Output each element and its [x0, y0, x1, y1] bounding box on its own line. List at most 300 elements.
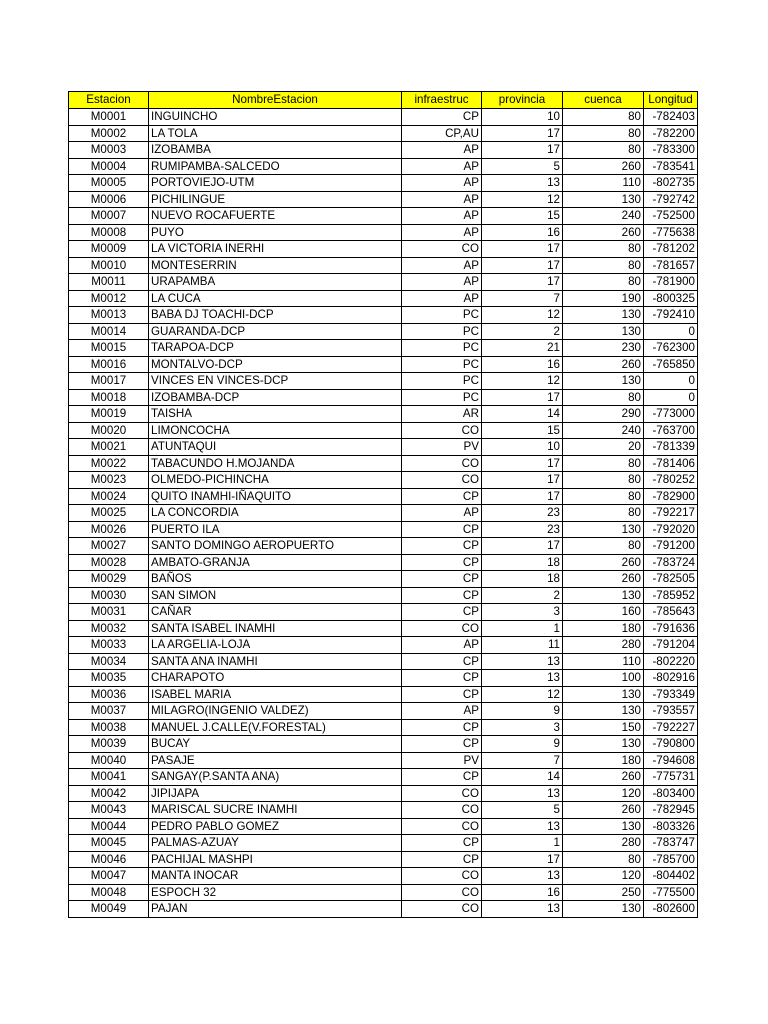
table-row	[69, 851, 698, 868]
cell-provincia: 1	[482, 620, 563, 637]
table-row	[69, 439, 698, 456]
table-row	[69, 571, 698, 588]
cell-cuenca: 80	[563, 538, 644, 555]
cell-infraestruc: CO	[402, 472, 482, 489]
cell-longitud: -782200	[644, 125, 698, 142]
cell-estacion: M0039	[69, 736, 149, 753]
cell-cuenca: 260	[563, 802, 644, 819]
cell-cuenca: 80	[563, 109, 644, 126]
cell-nombre-estacion: VINCES EN VINCES-DCP	[149, 373, 402, 390]
cell-cuenca: 80	[563, 274, 644, 291]
table-body	[69, 109, 698, 918]
cell-nombre-estacion: PUERTO ILA	[149, 521, 402, 538]
cell-infraestruc: CP	[402, 670, 482, 687]
table-row	[69, 637, 698, 654]
cell-longitud: -752500	[644, 208, 698, 225]
cell-cuenca: 80	[563, 455, 644, 472]
table-row	[69, 257, 698, 274]
cell-nombre-estacion: RUMIPAMBA-SALCEDO	[149, 158, 402, 175]
cell-infraestruc: AP	[402, 175, 482, 192]
cell-estacion: M0018	[69, 389, 149, 406]
cell-estacion: M0003	[69, 142, 149, 159]
table-row	[69, 785, 698, 802]
cell-longitud: -782403	[644, 109, 698, 126]
cell-infraestruc: CO	[402, 455, 482, 472]
cell-provincia: 16	[482, 356, 563, 373]
table-row	[69, 868, 698, 885]
cell-longitud: -781339	[644, 439, 698, 456]
table-row	[69, 158, 698, 175]
cell-provincia: 13	[482, 818, 563, 835]
cell-estacion: M0015	[69, 340, 149, 357]
cell-provincia: 5	[482, 158, 563, 175]
cell-cuenca: 130	[563, 191, 644, 208]
cell-longitud: -765850	[644, 356, 698, 373]
table-row	[69, 208, 698, 225]
cell-estacion: M0013	[69, 307, 149, 324]
cell-cuenca: 100	[563, 670, 644, 687]
cell-provincia: 11	[482, 637, 563, 654]
cell-longitud: -802735	[644, 175, 698, 192]
cell-infraestruc: CP	[402, 769, 482, 786]
cell-infraestruc: PC	[402, 323, 482, 340]
cell-provincia: 17	[482, 274, 563, 291]
cell-provincia: 14	[482, 769, 563, 786]
cell-infraestruc: AP	[402, 703, 482, 720]
cell-cuenca: 130	[563, 323, 644, 340]
cell-longitud: 0	[644, 373, 698, 390]
cell-longitud: -791204	[644, 637, 698, 654]
table-row	[69, 686, 698, 703]
cell-estacion: M0044	[69, 818, 149, 835]
cell-longitud: -782945	[644, 802, 698, 819]
cell-estacion: M0027	[69, 538, 149, 555]
cell-provincia: 17	[482, 142, 563, 159]
cell-nombre-estacion: SANTA ANA INAMHI	[149, 653, 402, 670]
header-infraestruc: infraestruc	[402, 92, 482, 109]
cell-longitud: -762300	[644, 340, 698, 357]
cell-estacion: M0011	[69, 274, 149, 291]
cell-estacion: M0005	[69, 175, 149, 192]
cell-cuenca: 150	[563, 719, 644, 736]
cell-nombre-estacion: LA VICTORIA INERHI	[149, 241, 402, 258]
table-row	[69, 884, 698, 901]
cell-cuenca: 260	[563, 158, 644, 175]
stations-table	[68, 91, 698, 918]
cell-estacion: M0049	[69, 901, 149, 918]
cell-longitud: -802600	[644, 901, 698, 918]
cell-cuenca: 110	[563, 175, 644, 192]
cell-longitud: -792020	[644, 521, 698, 538]
cell-nombre-estacion: IZOBAMBA	[149, 142, 402, 159]
cell-infraestruc: CP	[402, 488, 482, 505]
cell-infraestruc: CP	[402, 604, 482, 621]
cell-nombre-estacion: GUARANDA-DCP	[149, 323, 402, 340]
cell-longitud: -792742	[644, 191, 698, 208]
cell-provincia: 7	[482, 752, 563, 769]
header-longitud: Longitud	[644, 92, 698, 109]
cell-cuenca: 80	[563, 257, 644, 274]
cell-cuenca: 130	[563, 736, 644, 753]
cell-infraestruc: CP	[402, 736, 482, 753]
cell-estacion: M0009	[69, 241, 149, 258]
cell-longitud: -775731	[644, 769, 698, 786]
table-row	[69, 901, 698, 918]
cell-nombre-estacion: ISABEL MARIA	[149, 686, 402, 703]
cell-infraestruc: CO	[402, 884, 482, 901]
table-row	[69, 488, 698, 505]
cell-nombre-estacion: PALMAS-AZUAY	[149, 835, 402, 852]
cell-nombre-estacion: SAN SIMON	[149, 587, 402, 604]
cell-longitud: -793557	[644, 703, 698, 720]
cell-provincia: 13	[482, 653, 563, 670]
cell-estacion: M0033	[69, 637, 149, 654]
cell-longitud: -775638	[644, 224, 698, 241]
cell-longitud: 0	[644, 389, 698, 406]
table-row	[69, 340, 698, 357]
cell-longitud: -775500	[644, 884, 698, 901]
header-nombre-estacion: NombreEstacion	[149, 92, 402, 109]
cell-nombre-estacion: TABACUNDO H.MOJANDA	[149, 455, 402, 472]
cell-infraestruc: CP	[402, 835, 482, 852]
cell-provincia: 17	[482, 455, 563, 472]
cell-estacion: M0035	[69, 670, 149, 687]
cell-provincia: 3	[482, 719, 563, 736]
table-row	[69, 307, 698, 324]
cell-nombre-estacion: BABA DJ TOACHI-DCP	[149, 307, 402, 324]
cell-provincia: 17	[482, 389, 563, 406]
table-row	[69, 538, 698, 555]
cell-nombre-estacion: BUCAY	[149, 736, 402, 753]
cell-estacion: M0031	[69, 604, 149, 621]
cell-provincia: 2	[482, 323, 563, 340]
cell-infraestruc: CP	[402, 571, 482, 588]
cell-cuenca: 130	[563, 686, 644, 703]
cell-cuenca: 80	[563, 125, 644, 142]
table-row	[69, 290, 698, 307]
table-row	[69, 109, 698, 126]
cell-infraestruc: CP	[402, 109, 482, 126]
cell-nombre-estacion: MARISCAL SUCRE INAMHI	[149, 802, 402, 819]
table-row	[69, 224, 698, 241]
cell-longitud: -780252	[644, 472, 698, 489]
cell-provincia: 3	[482, 604, 563, 621]
cell-infraestruc: AP	[402, 257, 482, 274]
cell-provincia: 13	[482, 785, 563, 802]
cell-estacion: M0030	[69, 587, 149, 604]
cell-estacion: M0006	[69, 191, 149, 208]
cell-estacion: M0016	[69, 356, 149, 373]
cell-infraestruc: CP	[402, 719, 482, 736]
cell-estacion: M0036	[69, 686, 149, 703]
cell-provincia: 17	[482, 472, 563, 489]
table-row	[69, 175, 698, 192]
cell-longitud: -793349	[644, 686, 698, 703]
cell-estacion: M0001	[69, 109, 149, 126]
cell-provincia: 13	[482, 175, 563, 192]
cell-longitud: 0	[644, 323, 698, 340]
cell-nombre-estacion: ESPOCH 32	[149, 884, 402, 901]
cell-estacion: M0014	[69, 323, 149, 340]
cell-provincia: 1	[482, 835, 563, 852]
cell-longitud: -802916	[644, 670, 698, 687]
cell-infraestruc: PV	[402, 439, 482, 456]
table-row	[69, 422, 698, 439]
cell-cuenca: 260	[563, 554, 644, 571]
header-provincia: provincia	[482, 92, 563, 109]
cell-nombre-estacion: LA ARGELIA-LOJA	[149, 637, 402, 654]
table-row	[69, 752, 698, 769]
cell-infraestruc: CP	[402, 587, 482, 604]
cell-provincia: 5	[482, 802, 563, 819]
cell-nombre-estacion: SANGAY(P.SANTA ANA)	[149, 769, 402, 786]
table-row	[69, 125, 698, 142]
table-row	[69, 736, 698, 753]
cell-infraestruc: CO	[402, 785, 482, 802]
cell-infraestruc: AP	[402, 191, 482, 208]
table-row	[69, 241, 698, 258]
cell-infraestruc: AP	[402, 142, 482, 159]
table-row	[69, 670, 698, 687]
cell-longitud: -781900	[644, 274, 698, 291]
cell-provincia: 18	[482, 554, 563, 571]
table-row	[69, 505, 698, 522]
cell-nombre-estacion: MANTA INOCAR	[149, 868, 402, 885]
table-row	[69, 323, 698, 340]
cell-longitud: -783541	[644, 158, 698, 175]
cell-cuenca: 260	[563, 356, 644, 373]
table-row	[69, 389, 698, 406]
cell-infraestruc: AR	[402, 406, 482, 423]
cell-cuenca: 290	[563, 406, 644, 423]
cell-estacion: M0002	[69, 125, 149, 142]
cell-cuenca: 80	[563, 851, 644, 868]
cell-nombre-estacion: CHARAPOTO	[149, 670, 402, 687]
cell-nombre-estacion: MONTESERRIN	[149, 257, 402, 274]
cell-nombre-estacion: QUITO INAMHI-IÑAQUITO	[149, 488, 402, 505]
table-row	[69, 472, 698, 489]
table-row	[69, 769, 698, 786]
cell-nombre-estacion: LA TOLA	[149, 125, 402, 142]
cell-infraestruc: PC	[402, 373, 482, 390]
table-row	[69, 719, 698, 736]
table-row	[69, 554, 698, 571]
table-row	[69, 274, 698, 291]
header-cuenca: cuenca	[563, 92, 644, 109]
cell-provincia: 18	[482, 571, 563, 588]
cell-nombre-estacion: JIPIJAPA	[149, 785, 402, 802]
cell-infraestruc: AP	[402, 637, 482, 654]
cell-longitud: -783747	[644, 835, 698, 852]
cell-cuenca: 280	[563, 835, 644, 852]
cell-longitud: -800325	[644, 290, 698, 307]
cell-provincia: 16	[482, 224, 563, 241]
cell-longitud: -773000	[644, 406, 698, 423]
cell-provincia: 23	[482, 505, 563, 522]
table-row	[69, 455, 698, 472]
cell-estacion: M0034	[69, 653, 149, 670]
cell-cuenca: 130	[563, 373, 644, 390]
cell-infraestruc: PC	[402, 307, 482, 324]
cell-longitud: -782505	[644, 571, 698, 588]
cell-infraestruc: CP	[402, 538, 482, 555]
cell-cuenca: 80	[563, 389, 644, 406]
table-row	[69, 356, 698, 373]
cell-cuenca: 260	[563, 769, 644, 786]
cell-estacion: M0012	[69, 290, 149, 307]
cell-infraestruc: CO	[402, 241, 482, 258]
cell-estacion: M0038	[69, 719, 149, 736]
cell-estacion: M0004	[69, 158, 149, 175]
cell-estacion: M0024	[69, 488, 149, 505]
cell-nombre-estacion: IZOBAMBA-DCP	[149, 389, 402, 406]
table-row	[69, 521, 698, 538]
cell-provincia: 16	[482, 884, 563, 901]
cell-longitud: -783300	[644, 142, 698, 159]
cell-nombre-estacion: LA CONCORDIA	[149, 505, 402, 522]
cell-estacion: M0041	[69, 769, 149, 786]
cell-nombre-estacion: INGUINCHO	[149, 109, 402, 126]
cell-provincia: 14	[482, 406, 563, 423]
cell-provincia: 7	[482, 290, 563, 307]
cell-longitud: -790800	[644, 736, 698, 753]
table-row	[69, 604, 698, 621]
cell-nombre-estacion: MONTALVO-DCP	[149, 356, 402, 373]
cell-cuenca: 250	[563, 884, 644, 901]
cell-cuenca: 230	[563, 340, 644, 357]
cell-estacion: M0037	[69, 703, 149, 720]
table-row	[69, 818, 698, 835]
cell-estacion: M0026	[69, 521, 149, 538]
cell-cuenca: 130	[563, 818, 644, 835]
cell-nombre-estacion: ATUNTAQUI	[149, 439, 402, 456]
cell-estacion: M0022	[69, 455, 149, 472]
cell-longitud: -791636	[644, 620, 698, 637]
cell-nombre-estacion: AMBATO-GRANJA	[149, 554, 402, 571]
cell-infraestruc: CP	[402, 554, 482, 571]
cell-nombre-estacion: LA CUCA	[149, 290, 402, 307]
cell-provincia: 17	[482, 538, 563, 555]
cell-nombre-estacion: URAPAMBA	[149, 274, 402, 291]
cell-nombre-estacion: LIMONCOCHA	[149, 422, 402, 439]
cell-nombre-estacion: PEDRO PABLO GOMEZ	[149, 818, 402, 835]
cell-nombre-estacion: PUYO	[149, 224, 402, 241]
cell-cuenca: 130	[563, 587, 644, 604]
cell-estacion: M0040	[69, 752, 149, 769]
cell-nombre-estacion: OLMEDO-PICHINCHA	[149, 472, 402, 489]
cell-provincia: 17	[482, 241, 563, 258]
cell-estacion: M0043	[69, 802, 149, 819]
cell-provincia: 21	[482, 340, 563, 357]
cell-nombre-estacion: PAJAN	[149, 901, 402, 918]
cell-estacion: M0019	[69, 406, 149, 423]
table-row	[69, 620, 698, 637]
cell-cuenca: 80	[563, 142, 644, 159]
cell-longitud: -781202	[644, 241, 698, 258]
cell-longitud: -791200	[644, 538, 698, 555]
cell-estacion: M0023	[69, 472, 149, 489]
table-row	[69, 703, 698, 720]
cell-provincia: 2	[482, 587, 563, 604]
cell-cuenca: 130	[563, 521, 644, 538]
cell-infraestruc: CO	[402, 802, 482, 819]
cell-provincia: 15	[482, 422, 563, 439]
cell-cuenca: 80	[563, 488, 644, 505]
cell-nombre-estacion: NUEVO ROCAFUERTE	[149, 208, 402, 225]
cell-nombre-estacion: PASAJE	[149, 752, 402, 769]
cell-provincia: 9	[482, 703, 563, 720]
table-row	[69, 653, 698, 670]
cell-infraestruc: CO	[402, 868, 482, 885]
cell-estacion: M0025	[69, 505, 149, 522]
cell-estacion: M0045	[69, 835, 149, 852]
cell-longitud: -781657	[644, 257, 698, 274]
cell-nombre-estacion: MILAGRO(INGENIO VALDEZ)	[149, 703, 402, 720]
cell-nombre-estacion: PACHIJAL MASHPI	[149, 851, 402, 868]
cell-provincia: 12	[482, 191, 563, 208]
cell-longitud: -792410	[644, 307, 698, 324]
cell-infraestruc: AP	[402, 290, 482, 307]
cell-cuenca: 80	[563, 505, 644, 522]
cell-nombre-estacion: SANTO DOMINGO AEROPUERTO	[149, 538, 402, 555]
cell-infraestruc: CP	[402, 653, 482, 670]
cell-estacion: M0042	[69, 785, 149, 802]
cell-cuenca: 180	[563, 752, 644, 769]
cell-estacion: M0028	[69, 554, 149, 571]
cell-nombre-estacion: TAISHA	[149, 406, 402, 423]
cell-cuenca: 130	[563, 307, 644, 324]
cell-estacion: M0020	[69, 422, 149, 439]
cell-cuenca: 120	[563, 785, 644, 802]
cell-cuenca: 260	[563, 571, 644, 588]
cell-provincia: 15	[482, 208, 563, 225]
cell-provincia: 17	[482, 488, 563, 505]
cell-estacion: M0017	[69, 373, 149, 390]
cell-infraestruc: AP	[402, 505, 482, 522]
header-estacion: Estacion	[69, 92, 149, 109]
cell-infraestruc: AP	[402, 208, 482, 225]
cell-cuenca: 180	[563, 620, 644, 637]
cell-cuenca: 80	[563, 241, 644, 258]
cell-cuenca: 130	[563, 901, 644, 918]
cell-provincia: 12	[482, 307, 563, 324]
cell-estacion: M0048	[69, 884, 149, 901]
cell-provincia: 10	[482, 439, 563, 456]
table-row	[69, 142, 698, 159]
cell-provincia: 17	[482, 851, 563, 868]
cell-longitud: -782900	[644, 488, 698, 505]
cell-infraestruc: AP	[402, 158, 482, 175]
cell-cuenca: 280	[563, 637, 644, 654]
cell-longitud: -785700	[644, 851, 698, 868]
cell-infraestruc: CP,AU	[402, 125, 482, 142]
cell-infraestruc: PV	[402, 752, 482, 769]
cell-estacion: M0010	[69, 257, 149, 274]
cell-cuenca: 260	[563, 224, 644, 241]
cell-cuenca: 20	[563, 439, 644, 456]
table-row	[69, 835, 698, 852]
cell-longitud: -804402	[644, 868, 698, 885]
cell-estacion: M0008	[69, 224, 149, 241]
cell-nombre-estacion: SANTA ISABEL INAMHI	[149, 620, 402, 637]
table-row	[69, 406, 698, 423]
cell-estacion: M0029	[69, 571, 149, 588]
cell-estacion: M0047	[69, 868, 149, 885]
cell-provincia: 12	[482, 373, 563, 390]
table-row	[69, 587, 698, 604]
cell-nombre-estacion: CAÑAR	[149, 604, 402, 621]
cell-provincia: 9	[482, 736, 563, 753]
